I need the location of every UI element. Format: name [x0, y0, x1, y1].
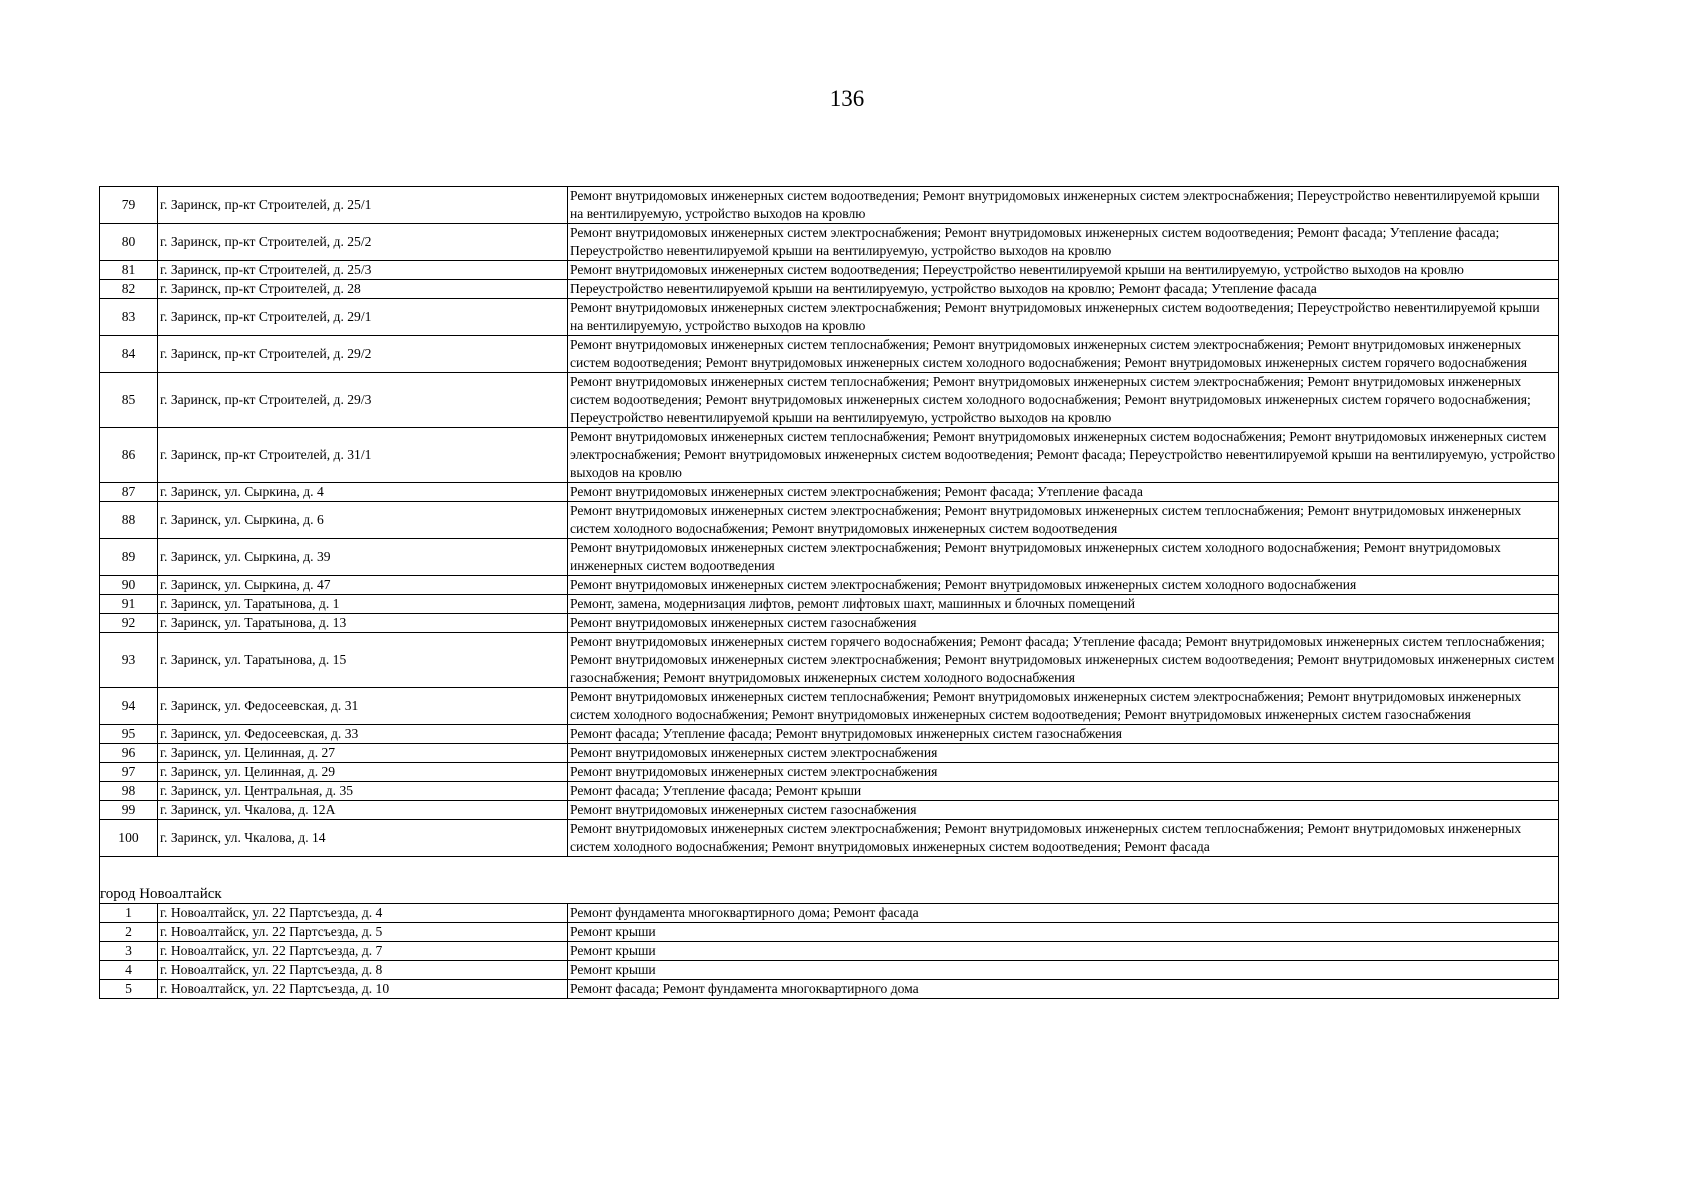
table-row	[100, 373, 1559, 428]
table-row	[100, 904, 1559, 923]
row-works: Ремонт крыши	[568, 923, 1559, 942]
row-address: г. Новоалтайск, ул. 22 Партсъезда, д. 7	[158, 942, 568, 961]
row-address: г. Заринск, пр-кт Строителей, д. 31/1	[158, 428, 568, 483]
row-number: 100	[100, 820, 158, 857]
row-address: г. Заринск, пр-кт Строителей, д. 28	[158, 280, 568, 299]
row-address: г. Новоалтайск, ул. 22 Партсъезда, д. 5	[158, 923, 568, 942]
table-row	[100, 820, 1559, 857]
row-works: Ремонт фасада; Утепление фасада; Ремонт крыши	[568, 782, 1559, 801]
page-number: 136	[829, 86, 865, 111]
row-works: Ремонт внутридомовых инженерных систем газоснабжения	[568, 801, 1559, 820]
row-works: Переустройство невентилируемой крыши на вентилируемую, устройство выходов на кровлю; Ремонт фасада; Утепление фасада	[568, 280, 1559, 299]
row-number: 85	[100, 373, 158, 428]
row-works: Ремонт внутридомовых инженерных систем электроснабжения	[568, 744, 1559, 763]
table-row	[100, 923, 1559, 942]
row-address: г. Заринск, ул. Сыркина, д. 4	[158, 483, 568, 502]
row-number: 90	[100, 576, 158, 595]
row-address: г. Новоалтайск, ул. 22 Партсъезда, д. 8	[158, 961, 568, 980]
row-address: г. Заринск, ул. Сыркина, д. 47	[158, 576, 568, 595]
novoaltaysk-rows	[100, 904, 1559, 999]
row-number: 84	[100, 336, 158, 373]
row-number: 96	[100, 744, 158, 763]
row-address: г. Заринск, ул. Федосеевская, д. 33	[158, 725, 568, 744]
row-works: Ремонт фундамента многоквартирного дома; Ремонт фасада	[568, 904, 1559, 923]
row-number: 81	[100, 261, 158, 280]
row-address: г. Заринск, пр-кт Строителей, д. 29/1	[158, 299, 568, 336]
table-row	[100, 224, 1559, 261]
row-number: 97	[100, 763, 158, 782]
row-number: 98	[100, 782, 158, 801]
row-number: 89	[100, 539, 158, 576]
table-row	[100, 576, 1559, 595]
row-works: Ремонт внутридомовых инженерных систем электроснабжения; Ремонт внутридомовых инженерных систем теплоснабжения; Ремонт внутридомовых инженерных систем холодного водоснабжения; Ремонт внутридомовых инженерных систем водоотведения; Ремонт фасада	[568, 820, 1559, 857]
table-row	[100, 782, 1559, 801]
row-works: Ремонт внутридомовых инженерных систем горячего водоснабжения; Ремонт фасада; Утепление фасада; Ремонт внутридомовых инженерных систем теплоснабжения; Ремонт внутридомовых инженерных систем электроснабжения; Ремонт внутридомовых инженерных систем водоотведения; Ремонт внутридомовых инженерных систем газоснабжения; Ремонт внутридомовых инженерных систем холодного водоснабжения	[568, 633, 1559, 688]
row-address: г. Заринск, ул. Сыркина, д. 6	[158, 502, 568, 539]
row-number: 80	[100, 224, 158, 261]
table-row	[100, 187, 1559, 224]
row-address: г. Заринск, пр-кт Строителей, д. 25/3	[158, 261, 568, 280]
table-row	[100, 595, 1559, 614]
row-works: Ремонт фасада; Ремонт фундамента многоквартирного дома	[568, 980, 1559, 999]
table-row	[100, 483, 1559, 502]
row-number: 92	[100, 614, 158, 633]
table-row	[100, 725, 1559, 744]
repair-program-table	[99, 186, 1559, 999]
row-address: г. Заринск, ул. Таратынова, д. 13	[158, 614, 568, 633]
table-row	[100, 633, 1559, 688]
row-number: 82	[100, 280, 158, 299]
row-works: Ремонт внутридомовых инженерных систем электроснабжения; Ремонт внутридомовых инженерных систем холодного водоснабжения; Ремонт внутридомовых инженерных систем водоотведения	[568, 539, 1559, 576]
row-number: 4	[100, 961, 158, 980]
row-works: Ремонт внутридомовых инженерных систем электроснабжения; Ремонт фасада; Утепление фасада	[568, 483, 1559, 502]
section-gap	[100, 857, 1559, 886]
row-address: г. Заринск, ул. Таратынова, д. 1	[158, 595, 568, 614]
row-works: Ремонт фасада; Утепление фасада; Ремонт внутридомовых инженерных систем газоснабжения	[568, 725, 1559, 744]
row-works: Ремонт внутридомовых инженерных систем электроснабжения	[568, 763, 1559, 782]
row-works: Ремонт внутридомовых инженерных систем электроснабжения; Ремонт внутридомовых инженерных систем водоотведения; Переустройство невентилируемой крыши на вентилируемую, устройство выходов на кровлю	[568, 299, 1559, 336]
row-works: Ремонт внутридомовых инженерных систем электроснабжения; Ремонт внутридомовых инженерных систем водоотведения; Ремонт фасада; Утепление фасада; Переустройство невентилируемой крыши на вентилируемую, устройство выходов на кровлю	[568, 224, 1559, 261]
row-address: г. Заринск, ул. Федосеевская, д. 31	[158, 688, 568, 725]
row-works: Ремонт крыши	[568, 961, 1559, 980]
row-works: Ремонт, замена, модернизация лифтов, ремонт лифтовых шахт, машинных и блочных помещений	[568, 595, 1559, 614]
table-row	[100, 261, 1559, 280]
table-row	[100, 539, 1559, 576]
row-works: Ремонт крыши	[568, 942, 1559, 961]
row-number: 94	[100, 688, 158, 725]
row-address: г. Заринск, ул. Целинная, д. 27	[158, 744, 568, 763]
row-number: 79	[100, 187, 158, 224]
row-number: 93	[100, 633, 158, 688]
table-row	[100, 744, 1559, 763]
zarinsk-rows	[100, 187, 1559, 857]
row-address: г. Заринск, ул. Центральная, д. 35	[158, 782, 568, 801]
row-address: г. Новоалтайск, ул. 22 Партсъезда, д. 10	[158, 980, 568, 999]
table-row	[100, 763, 1559, 782]
row-works: Ремонт внутридомовых инженерных систем теплоснабжения; Ремонт внутридомовых инженерных систем электроснабжения; Ремонт внутридомовых инженерных систем холодного водоснабжения; Ремонт внутридомовых инженерных систем водоотведения; Ремонт внутридомовых инженерных систем газоснабжения	[568, 688, 1559, 725]
table-row	[100, 980, 1559, 999]
row-number: 99	[100, 801, 158, 820]
table-row	[100, 299, 1559, 336]
row-works: Ремонт внутридомовых инженерных систем электроснабжения; Ремонт внутридомовых инженерных систем холодного водоснабжения	[568, 576, 1559, 595]
row-number: 2	[100, 923, 158, 942]
row-number: 86	[100, 428, 158, 483]
row-address: г. Заринск, ул. Сыркина, д. 39	[158, 539, 568, 576]
row-number: 83	[100, 299, 158, 336]
table-row	[100, 942, 1559, 961]
row-number: 1	[100, 904, 158, 923]
row-works: Ремонт внутридомовых инженерных систем водоотведения; Ремонт внутридомовых инженерных систем электроснабжения; Переустройство невентилируемой крыши на вентилируемую, устройство выходов на кровлю	[568, 187, 1559, 224]
row-address: г. Заринск, ул. Таратынова, д. 15	[158, 633, 568, 688]
row-works: Ремонт внутридомовых инженерных систем электроснабжения; Ремонт внутридомовых инженерных систем теплоснабжения; Ремонт внутридомовых инженерных систем холодного водоснабжения; Ремонт внутридомовых инженерных систем водоотведения	[568, 502, 1559, 539]
row-number: 5	[100, 980, 158, 999]
row-works: Ремонт внутридомовых инженерных систем теплоснабжения; Ремонт внутридомовых инженерных систем электроснабжения; Ремонт внутридомовых инженерных систем водоотведения; Ремонт внутридомовых инженерных систем холодного водоснабжения; Ремонт внутридомовых инженерных систем горячего водоснабжения; Переустройство невентилируемой крыши на вентилируемую, устройство выходов на кровлю	[568, 373, 1559, 428]
table-row	[100, 688, 1559, 725]
section-header-row	[100, 885, 1559, 904]
section-title: город Новоалтайск	[100, 885, 1559, 904]
table-row	[100, 428, 1559, 483]
row-address: г. Заринск, пр-кт Строителей, д. 29/2	[158, 336, 568, 373]
row-address: г. Заринск, ул. Чкалова, д. 14	[158, 820, 568, 857]
row-address: г. Новоалтайск, ул. 22 Партсъезда, д. 4	[158, 904, 568, 923]
row-number: 87	[100, 483, 158, 502]
row-number: 88	[100, 502, 158, 539]
row-address: г. Заринск, пр-кт Строителей, д. 29/3	[158, 373, 568, 428]
row-works: Ремонт внутридомовых инженерных систем теплоснабжения; Ремонт внутридомовых инженерных систем водоснабжения; Ремонт внутридомовых инженерных систем электроснабжения; Ремонт внутридомовых инженерных систем водоотведения; Ремонт фасада; Переустройство невентилируемой крыши на вентилируемую, устройство выходов на кровлю	[568, 428, 1559, 483]
row-address: г. Заринск, пр-кт Строителей, д. 25/2	[158, 224, 568, 261]
row-address: г. Заринск, пр-кт Строителей, д. 25/1	[158, 187, 568, 224]
table-row	[100, 801, 1559, 820]
row-number: 91	[100, 595, 158, 614]
table-row	[100, 502, 1559, 539]
row-address: г. Заринск, ул. Чкалова, д. 12А	[158, 801, 568, 820]
row-works: Ремонт внутридомовых инженерных систем газоснабжения	[568, 614, 1559, 633]
row-works: Ремонт внутридомовых инженерных систем водоотведения; Переустройство невентилируемой крыши на вентилируемую, устройство выходов на кровлю	[568, 261, 1559, 280]
table-row	[100, 280, 1559, 299]
row-number: 95	[100, 725, 158, 744]
table-row	[100, 336, 1559, 373]
table-row	[100, 614, 1559, 633]
row-number: 3	[100, 942, 158, 961]
table-row	[100, 961, 1559, 980]
row-address: г. Заринск, ул. Целинная, д. 29	[158, 763, 568, 782]
row-works: Ремонт внутридомовых инженерных систем теплоснабжения; Ремонт внутридомовых инженерных систем электроснабжения; Ремонт внутридомовых инженерных систем водоотведения; Ремонт внутридомовых инженерных систем холодного водоснабжения; Ремонт внутридомовых инженерных систем горячего водоснабжения	[568, 336, 1559, 373]
